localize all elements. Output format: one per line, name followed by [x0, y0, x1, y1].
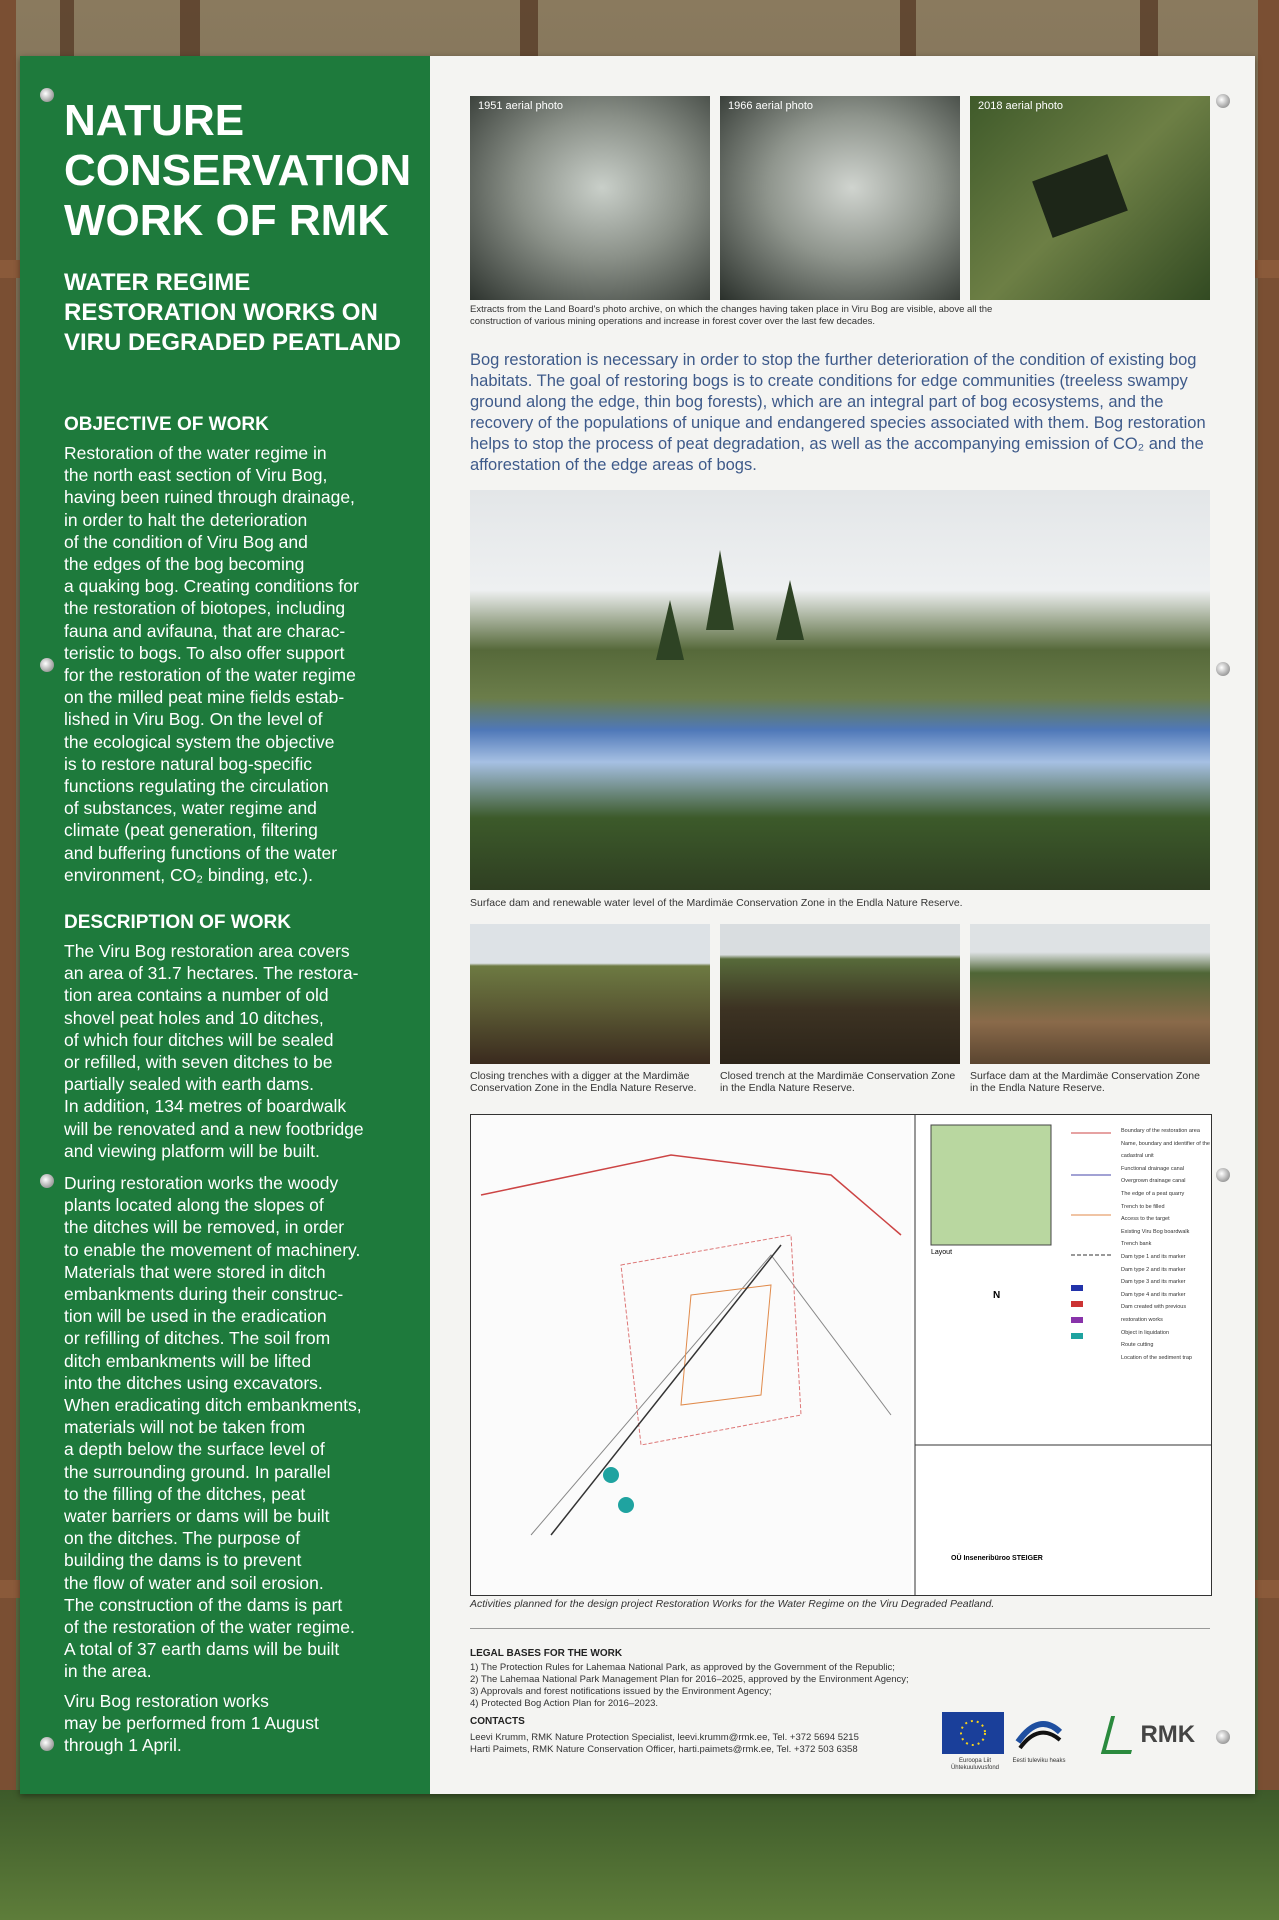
- description-text-2: During restoration works the woody plants located along the slopes of the ditches will be removed, in order to enable the movement of machinery. Materials that were stored in ditch embankments during their construc- tion will be used in the eradication or refilling of ditches. The soil from ditch embankments will be lifted into the ditches using excavators. When eradicating ditch embankments, materials will not be taken from a depth below the surface level of the surrounding ground. In parallel to the filling of the ditches, peat water barriers or dams will be built on the ditches. The purpose of building the dams is to prevent the flow of water and soil erosion. The construction of the dams is part of the restoration of the water regime. A total of 37 earth dams will be built in the area.: [64, 1173, 362, 1682]
- map-caption: Activities planned for the design project Restoration Works for the Water Regime on the Viru Degraded Peatland.: [470, 1598, 995, 1610]
- objective-heading: OBJECTIVE OF WORK: [64, 414, 269, 435]
- screw-icon: [40, 88, 54, 102]
- legal-item: 4) Protected Bog Action Plan for 2016–2023.: [470, 1698, 659, 1709]
- rmk-logo-text: RMK: [1140, 1721, 1196, 1748]
- contact-line: Leevi Krumm, RMK Nature Protection Specialist, leevi.krumm@rmk.ee, Tel. +372 5694 5215: [470, 1732, 859, 1743]
- sub-title: WATER REGIME RESTORATION WORKS ON VIRU DEGRADED PEATLAND: [64, 269, 401, 356]
- aerial-photo-label: 1951 aerial photo: [478, 100, 564, 112]
- screw-icon: [40, 1737, 54, 1751]
- map-company-label: OÜ Inseneribüroo STEIGER: [951, 1555, 1043, 1562]
- main-photo-caption: Surface dam and renewable water level of the Mardimäe Conservation Zone in the Endla Nature Reserve.: [470, 897, 963, 909]
- small-photo-caption: Closed trench at the Mardimäe Conservation Zone in the Endla Nature Reserve.: [720, 1070, 956, 1094]
- small-photo-caption: Surface dam at the Mardimäe Conservation Zone in the Endla Nature Reserve.: [970, 1070, 1200, 1094]
- north-arrow-icon: N: [993, 1290, 1001, 1301]
- estonia-flag-swoosh-icon: [1014, 1712, 1064, 1754]
- screw-icon: [40, 658, 54, 672]
- screw-icon: [1216, 1168, 1230, 1182]
- legal-heading: LEGAL BASES FOR THE WORK: [470, 1648, 623, 1659]
- map-legend: Boundary of the restoration area Name, boundary and identifier of the cadastral unit Functional drainage canal Overgrown drainage canal The edge of a peat quarry Trench to be filled Access to the target Existing Viru Bog boardwalk Trench bank Dam type 1 and its marker Dam type 2 and its marker Dam type 3 and its marker Dam type 4 and its marker Dam created with previous restoration works Object in liquidation Route cutting Location of the sediment trap: [1121, 1128, 1210, 1361]
- screw-icon: [1216, 1730, 1230, 1744]
- peat-field-shape: [1032, 154, 1128, 238]
- frame-post-left: [0, 0, 16, 1920]
- small-photo-digger: [470, 924, 710, 1064]
- aerial-photo-label: 1966 aerial photo: [728, 100, 814, 112]
- aerial-photo-label: 2018 aerial photo: [978, 100, 1064, 112]
- aerial-photo-2018: [970, 96, 1210, 300]
- estonia-logo-label: Eesti tuleviku heaks: [1012, 1758, 1066, 1764]
- description-text-3: Viru Bog restoration works may be performed from 1 August through 1 April.: [64, 1691, 319, 1756]
- map-drawing: [471, 1115, 1211, 1595]
- contacts-heading: CONTACTS: [470, 1716, 525, 1727]
- small-photo-surface-dam: [970, 924, 1210, 1064]
- contact-line: Harti Paimets, RMK Nature Conservation Officer, harti.paimets@rmk.ee, Tel. +372 503 6358: [470, 1744, 858, 1755]
- eu-logo-label: Euroopa Liit Ühtekuuluvusfond: [950, 1758, 1000, 1771]
- rmk-logo: [1106, 1716, 1195, 1754]
- screw-icon: [1216, 94, 1230, 108]
- description-heading: DESCRIPTION OF WORK: [64, 912, 291, 933]
- objective-text: Restoration of the water regime in the north east section of Viru Bog, having been ruined through drainage, in order to halt the deterioration of the condition of Viru Bog and the edges of the bog becoming a quaking bog. Creating conditions for the restoration of biotopes, including fauna and avifauna, that are charac- teristic to bogs. To also offer support for the restoration of the water regime on the milled peat mine fields estab- lished in Viru Bog. On the level of the ecological system the objective is to restore natural bog-specific functions regulating the circulation of substances, water regime and climate (peat generation, filtering and buffering functions of the water environment, CO₂ binding, etc.).: [64, 443, 359, 885]
- aerial-photo-1951: [470, 96, 710, 300]
- description-text-1: The Viru Bog restoration area covers an area of 31.7 hectares. The restora- tion area contains a number of old shovel peat holes and 10 ditches, of which four ditches will be sealed or refilled, with seven ditches to be partially sealed with earth dams. In addition, 134 metres of boardwalk will be renovated and a new footbridge and viewing platform will be built.: [64, 941, 364, 1161]
- small-photo-caption: Closing trenches with a digger at the Mardimäe Conservation Zone in the Endla Nature Reserve.: [470, 1070, 697, 1094]
- small-photo-closed-trench: [720, 924, 960, 1064]
- grass-foreground: [0, 1790, 1279, 1920]
- rmk-leaf-icon: [1101, 1716, 1141, 1754]
- eu-logo: [942, 1712, 1004, 1754]
- legal-item: 3) Approvals and forest notifications issued by the Environment Agency;: [470, 1686, 772, 1697]
- aerial-caption: Extracts from the Land Board's photo archive, on which the changes having taken place in Viru Bog are visible, above all the construction of various mining operations and increase in forest cover over the last few decades.: [470, 304, 993, 327]
- bog-trees: [470, 490, 1210, 890]
- map-layout-label: Layout: [931, 1249, 953, 1256]
- estonia-logo: [1014, 1712, 1064, 1754]
- left-green-panel: [20, 56, 430, 1794]
- main-title: NATURE CONSERVATION WORK OF RMK: [64, 96, 412, 245]
- legal-item: 1) The Protection Rules for Lahemaa National Park, as approved by the Government of the Republic;: [470, 1662, 895, 1673]
- aerial-photo-1966: [720, 96, 960, 300]
- divider: [470, 1628, 1210, 1629]
- intro-text: Bog restoration is necessary in order to stop the further deterioration of the condition of existing bog habitats. The goal of restoring bogs is to create conditions for edge communities (treeless swampy ground along the edge, thin bog forests), which are an integral part of bog ecosystems, and the recovery of the populations of unique and endangered species associated with them. Bog restoration helps to stop the process of peat degradation, as well as the accompanying emission of CO₂ and the afforestation of the edge areas of bogs.: [470, 351, 1206, 474]
- eu-stars-icon: [942, 1712, 1004, 1754]
- screw-icon: [1216, 662, 1230, 676]
- screw-icon: [40, 1174, 54, 1188]
- legal-item: 2) The Lahemaa National Park Management Plan for 2016–2025, approved by the Environment Agency;: [470, 1674, 909, 1685]
- restoration-map: [470, 1114, 1212, 1596]
- main-bog-photo: [470, 490, 1210, 890]
- frame-post-right: [1258, 0, 1279, 1920]
